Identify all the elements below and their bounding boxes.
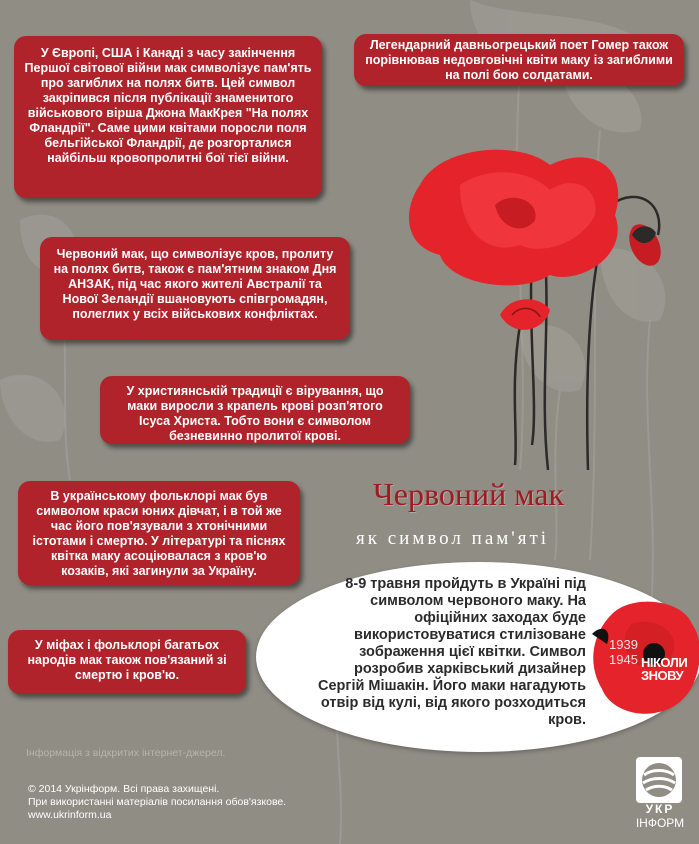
highlight-text: 8-9 травня пройдуть в Україні під символом червоного маку. На офіційних заходах буде використовуватися стилізоване зображення цієї квітки. Символ розробив харківський дизайнер Сергій Мішакін. Його маки нагадують отвір від кулі, від якого розходиться кров. [318, 576, 586, 728]
page-subtitle: як символ пам'яті [356, 528, 550, 549]
copyright-text: © 2014 Укрінформ. Всі права захищені. [28, 783, 220, 795]
citation-notice: При використанні матеріалів посилання обов'язкове. [28, 796, 287, 808]
logo-year-start: 1939 [609, 637, 638, 652]
logo-slogan: НІКОЛИ ЗНОВУ [641, 655, 688, 683]
brand-bottom: ІНФОРМ [635, 816, 685, 830]
info-box-myths: У міфах і фольклорі багатьох народів мак також пов'язаний зі смертю і кров'ю. [8, 630, 246, 694]
info-box-homer: Легендарний давньогрецький поет Гомер також порівнював недовговічні квіти маку із загиблими на полі бою солдатами. [354, 34, 684, 86]
site-link[interactable]: www.ukrinform.ua [28, 809, 112, 821]
info-box-ukrainian-folklore: В українському фольклорі мак був символом краси юних дівчат, і в той же час його пов'язували з хтонічними істотами і смертю. У літературі та піснях квітка маку асоціювалася з кров'ю козаків, які загинули за Україну. [18, 481, 300, 585]
source-note: Інформація з відкритих інтернет-джерел. [26, 747, 226, 759]
page-title: Червоний мак [373, 476, 565, 512]
info-box-christian: У християнській традиції є вірування, що маки виросли з крапель крові розп'ятого Ісуса Христа. Тобто вони є символом безневинно пролитої крові. [100, 376, 410, 444]
poppy-illustration [400, 145, 690, 475]
info-box-anzac: Червоний мак, що символізує кров, пролиту на полях битв, також є пам'ятним знаком Дня АНЗАК, під час якого жителі Австралії та Нової Зеландії вшановують співгромадян, полеглих у всіх військових конфліктах. [40, 237, 350, 340]
brand-top: УКР [645, 802, 675, 816]
logo-year-end: 1945 [609, 652, 638, 667]
info-box-europe: У Європі, США і Канаді з часу закінчення Першої світової війни мак символізує пам'ять про загиблих на полях битв. Цей символ закріпився після публікації знаменитого військового вірша Джона МакКрея "На полях Фландрії". Саме цими квітами поросли поля бельгійської Фландрії, де розгорталися найбільш кровопролитні бої тієї війни. [14, 36, 322, 198]
footer [28, 783, 286, 822]
